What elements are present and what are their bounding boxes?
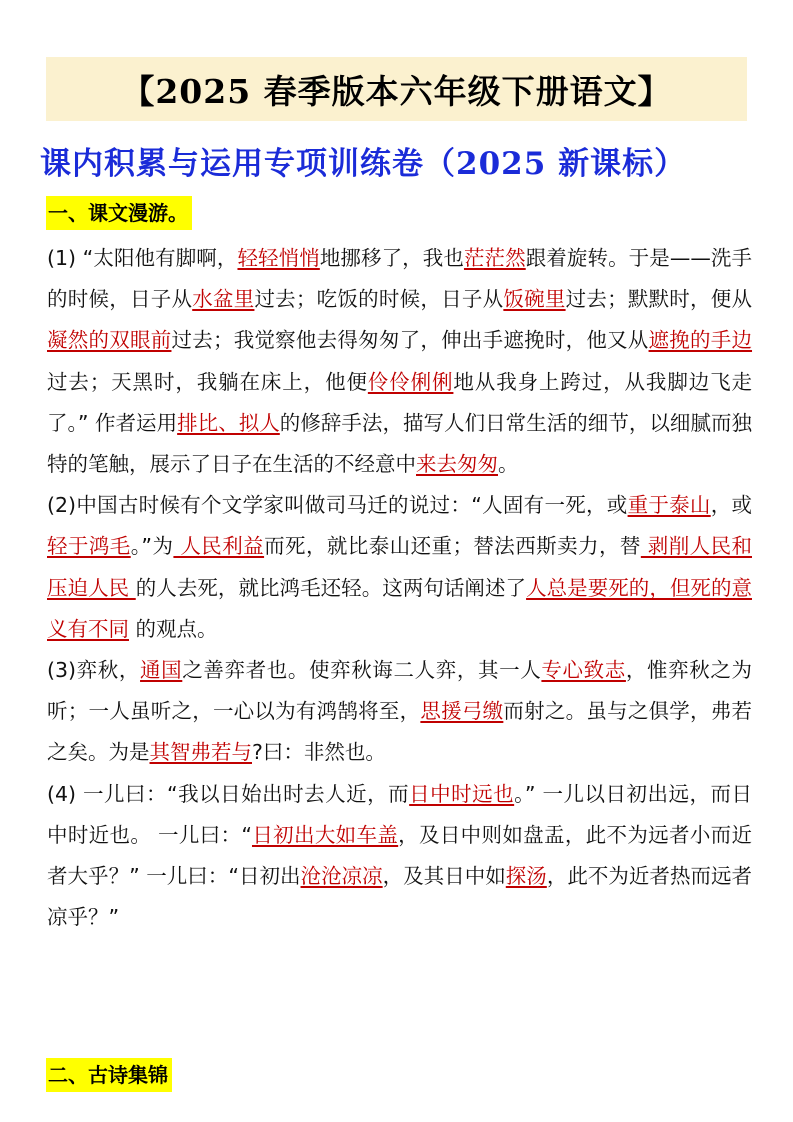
answer-blank: 水盆里 (192, 287, 255, 312)
answer-blank: 通国 (140, 658, 183, 683)
question-1 (47, 238, 752, 485)
question-text: 的人去死，就比鸿毛还轻。这两句话阐述了 (135, 575, 527, 600)
question-text: (1) “太阳他有脚啊， (47, 246, 238, 270)
question-text: 的观点。 (129, 616, 218, 641)
page-title: 【2025 春季版本六年级下册语文】 (46, 57, 747, 121)
answer-blank: 沧沧凉凉 (300, 864, 383, 889)
answer-blank: 来去匆匆 (416, 452, 498, 477)
question-text: 而射之。虽与之俱学，弗若之矣。为是 (47, 699, 753, 765)
answer-blank: 其智弗若与 (149, 740, 252, 765)
answer-blank: 遮挽的手边 (648, 328, 753, 353)
question-text: (3)弈秋， (47, 658, 141, 683)
question-text: 过去；天黑时，我躺在床上，他便 (47, 369, 368, 394)
answer-blank: 轻轻悄悄 (237, 246, 320, 270)
answer-blank: 饭碗里 (503, 287, 566, 312)
question-text: ，此不为近者热而远者凉乎？” (47, 864, 753, 930)
answer-blank: 重于泰山 (627, 493, 711, 518)
answer-blank: 排比、拟人 (177, 410, 280, 435)
answer-blank: 探汤 (505, 864, 547, 889)
answer-blank: 伶伶俐俐 (367, 369, 454, 394)
answer-blank: 日初出大如车盖 (251, 822, 399, 847)
question-text: 过去；吃饭的时候，日子从 (254, 287, 504, 312)
question-text: ，及其日中如 (382, 864, 506, 889)
answer-blank: 人总是要死的，但死的意义有不同 (47, 575, 752, 641)
question-text: 跟着旋转。于是——洗手的时候，日子从 (47, 246, 753, 312)
question-text: 之善弈者也。使弈秋诲二人弈，其一人 (182, 658, 542, 683)
answer-blank: 凝然的双眼前 (47, 328, 172, 353)
answer-blank: 日中时远也 (409, 781, 515, 806)
question-2 (47, 485, 752, 650)
section-heading-2: 二、古诗集锦 (46, 1058, 172, 1092)
question-text: 过去；默默时，便从 (565, 287, 753, 312)
answer-blank: 茫茫然 (463, 246, 526, 270)
question-text: ，及日中则如盘盂，此不为远者小而近者大乎？” 一儿曰：“日初出 (47, 822, 753, 889)
question-4 (47, 774, 752, 939)
question-text: 。”为 (130, 534, 174, 559)
answer-blank: 人民利益 (173, 534, 265, 559)
page-subtitle: 课内积累与运用专项训练卷（2025 新课标） (40, 146, 687, 182)
answer-blank: 剥削人民和压迫人民 (47, 534, 752, 600)
answer-blank: 轻于鸿毛 (47, 534, 131, 559)
question-text: 而死，就比泰山还重；替法西斯卖力，替 (264, 534, 641, 559)
question-text: 地从我身上跨过，从我脚边飞走了。” 作者运用 (47, 369, 752, 435)
question-text: 过去；我觉察他去得匆匆了，伸出手遮挽时，他又从 (171, 328, 649, 353)
question-text: ，惟弈秋之为听；一人虽听之，一心以为有鸿鹄将至， (47, 658, 753, 724)
exercise-content (47, 238, 752, 938)
question-text: 地挪移了，我也 (319, 246, 464, 270)
section-heading-1: 一、课文漫游。 (46, 196, 192, 230)
question-3 (47, 650, 752, 774)
question-text: (4) 一儿曰：“我以日始出时去人近，而 (47, 781, 410, 806)
question-text: (2)中国古时候有个文学家叫做司马迁的说过：“人固有一死，或 (47, 493, 628, 518)
question-text: ?曰：非然也。 (252, 740, 386, 765)
question-text: 的修辞手法，描写人们日常生活的细节，以细腻而独特的笔触，展示了日子在生活的不经意中 (47, 410, 753, 477)
question-text: 。 (498, 452, 519, 477)
answer-blank: 专心致志 (541, 658, 626, 683)
question-text: ，或 (710, 493, 753, 518)
question-text: 。” 一儿以日初出远，而日中时近也。 一儿曰：“ (47, 781, 753, 847)
answer-blank: 思援弓缴 (420, 699, 504, 724)
